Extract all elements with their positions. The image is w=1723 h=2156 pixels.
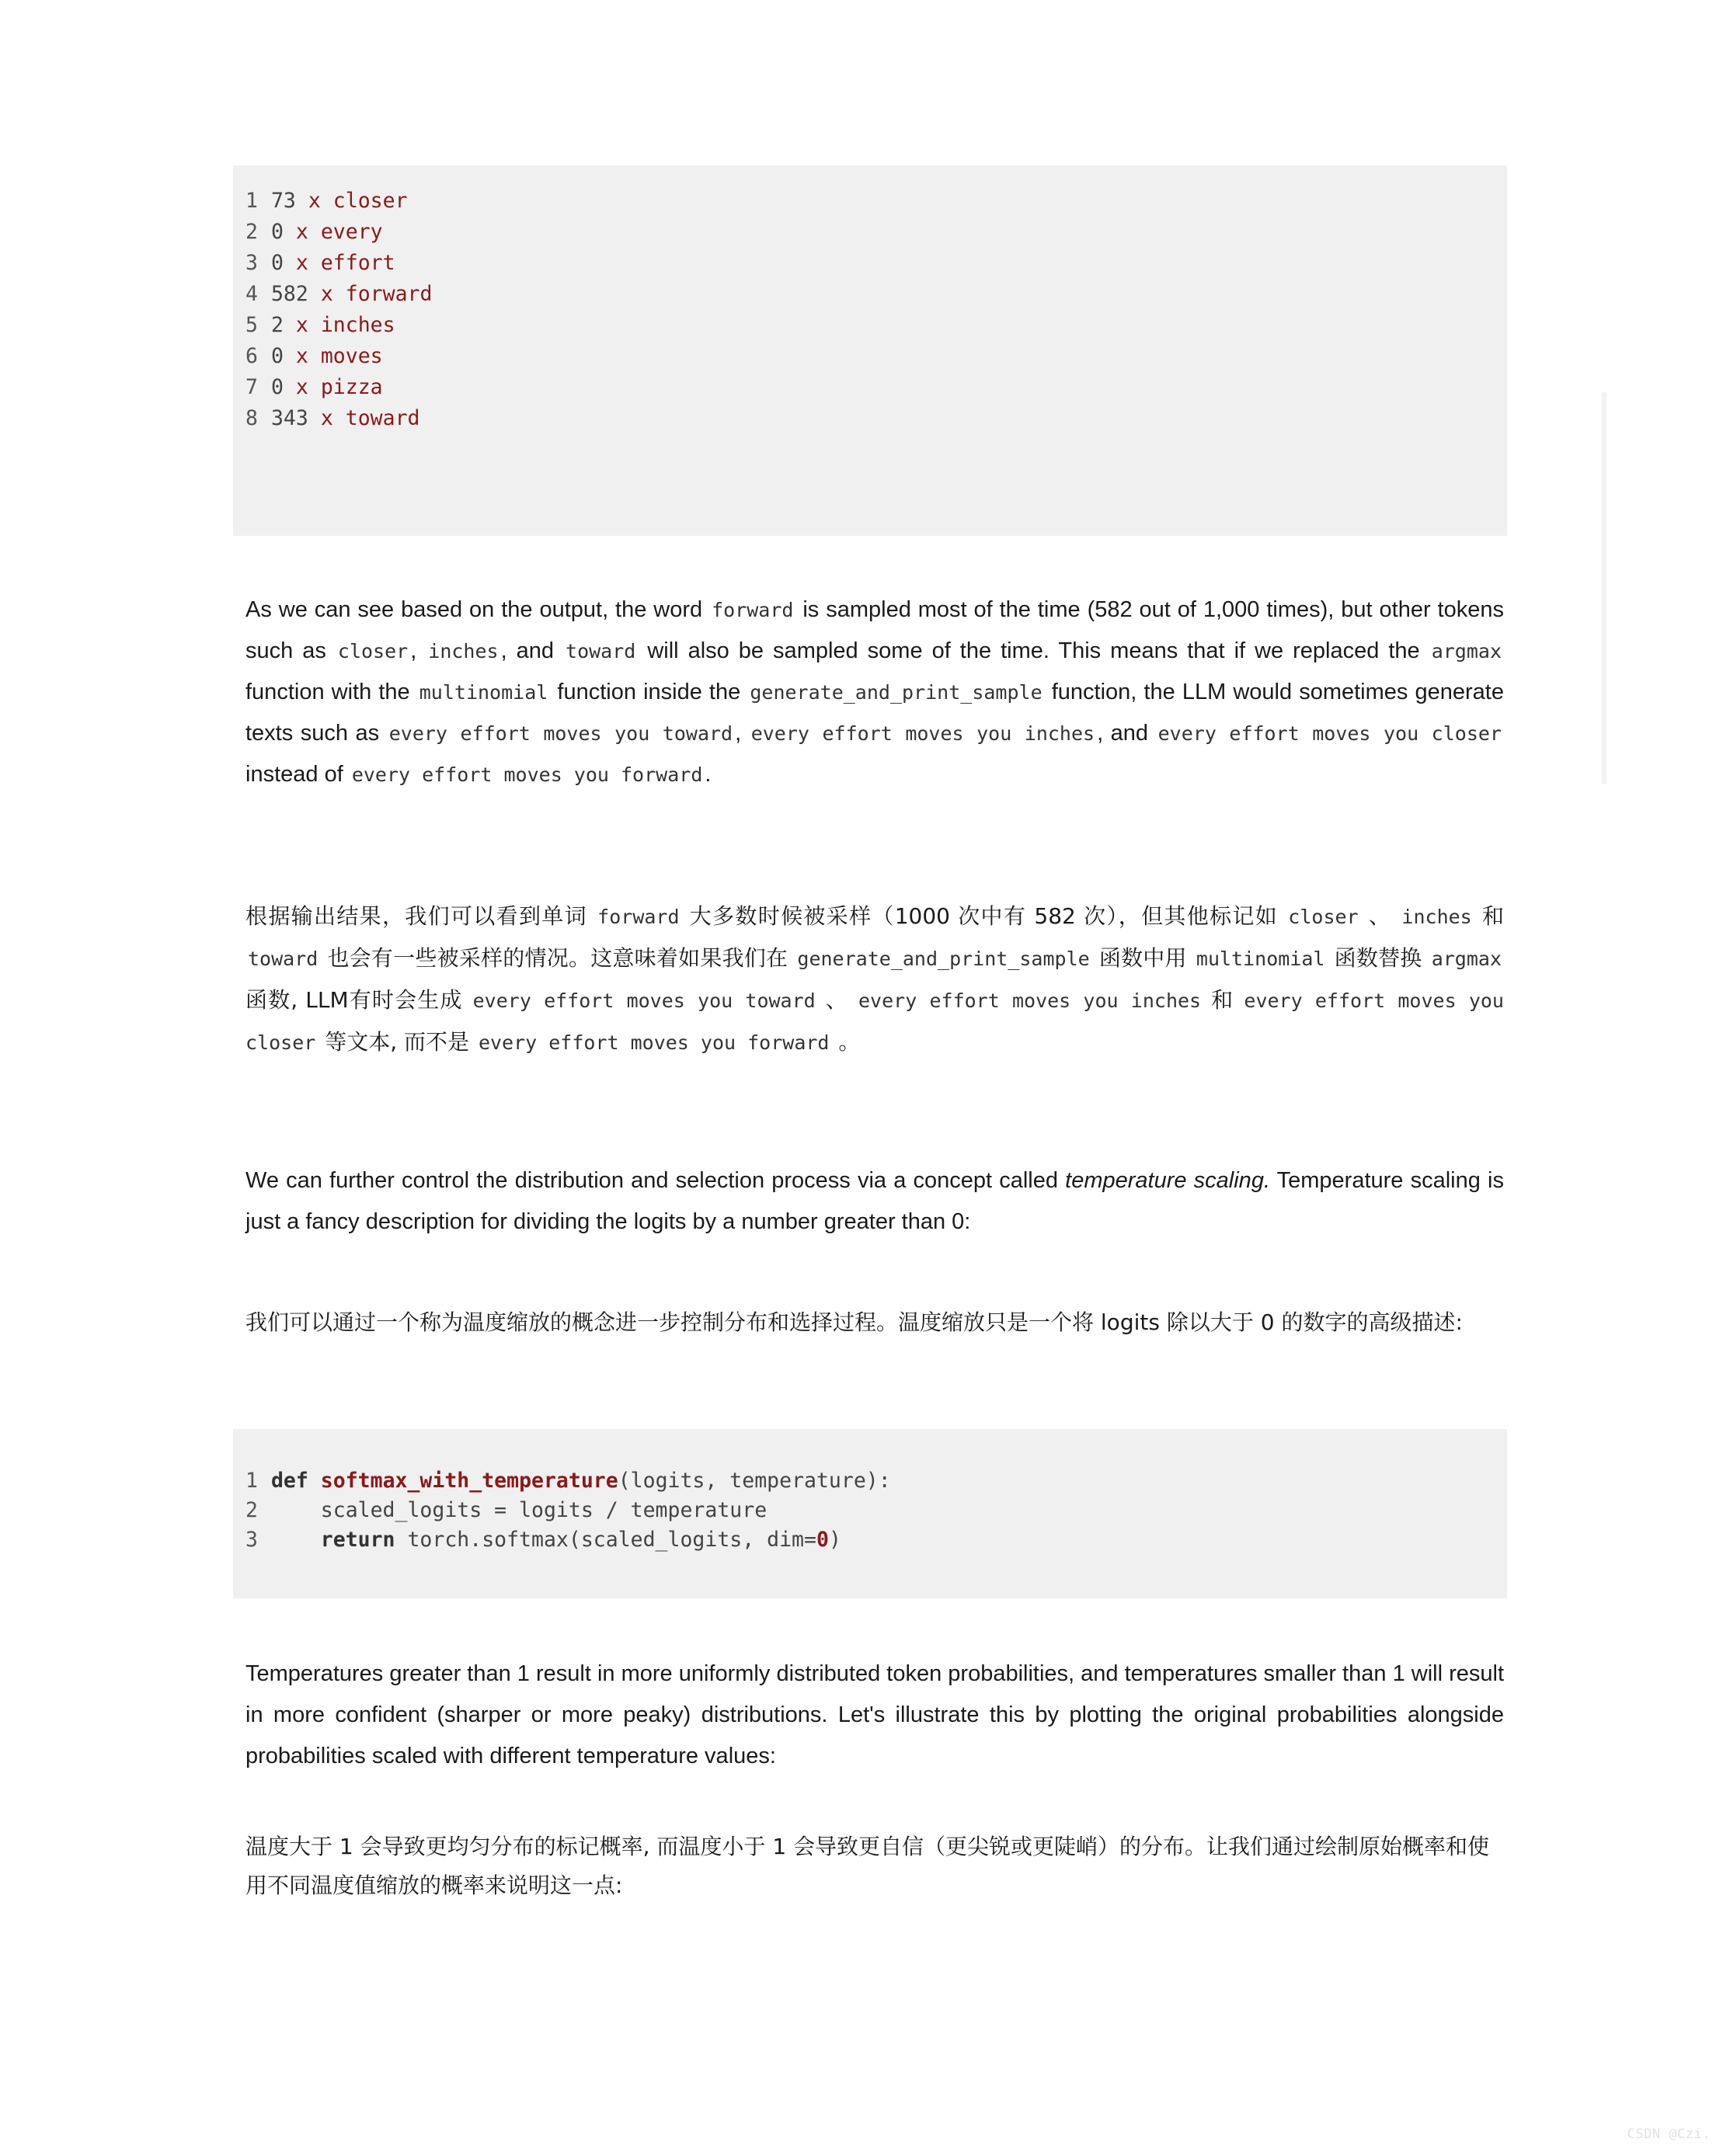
sample-count: 0 [270,251,284,275]
inline-code-sample-closer: every effort moves you closer [1157,722,1502,745]
text-fragment: We can further control the distribution and selection process via a concept called [245,1168,1058,1193]
paragraph-english-sampling-explanation [245,589,1504,795]
multiplier-symbol: x [320,282,333,306]
line-number: 6 [245,344,258,368]
token-word: pizza [320,375,383,399]
text-fragment: , and [1097,721,1149,746]
paragraph-english-temperature-scaling-intro [245,1160,1504,1243]
text-fragment: is sampled most of the time (582 out of 1,000 times), but other tokens such as [245,597,1504,663]
text-fragment: 根据输出结果，我们可以看到单词 [245,903,587,929]
code-line [245,372,1507,403]
text-fragment: 也会有一些被采样的情况。这意味着如果我们在 [327,945,788,971]
multiplier-symbol: x [295,313,308,337]
line-number: 2 [245,220,258,244]
text-fragment: , and [500,638,555,663]
inline-code-closer: closer [1288,906,1359,928]
text-fragment: 、 [1368,903,1392,929]
inline-code-multinomial: multinomial [1196,948,1325,970]
sample-count: 73 [270,189,296,213]
inline-code-closer: closer [337,640,409,662]
code-line [245,341,1507,372]
token-word: effort [320,251,395,275]
paragraph-chinese-temperature-effects: 温度大于 1 会导致更均匀分布的标记概率, 而温度小于 1 会导致更自信（更尖锐或更陡峭）的分布。让我们通过绘制原始概率和使用不同温度值缩放的概率来说明这一点: [245,1834,1490,1898]
scrollbar-track[interactable] [1602,392,1606,784]
code-token-keyword: def [270,1469,321,1493]
inline-code-sample-inches: every effort moves you inches [858,989,1202,1012]
multiplier-symbol: x [308,189,321,213]
inline-code-generate-and-print-sample: generate_and_print_sample [797,948,1090,970]
text-fragment: , [410,638,417,663]
code-token-params: (logits, temperature): [618,1469,891,1493]
paragraph-chinese-temperature-scaling-intro: 我们可以通过一个称为温度缩放的概念进一步控制分布和选择过程。温度缩放只是一个将 logits 除以大于 0 的数字的高级描述: [245,1309,1463,1335]
text-fragment: 和 [1211,987,1234,1013]
code-line [245,1496,1507,1525]
text-fragment: 、 [825,987,848,1013]
token-word: toward [345,406,420,430]
code-block-softmax-with-temperature [233,1429,1507,1598]
inline-code-sample-forward: every effort moves you forward [478,1031,830,1054]
code-token-call: torch.softmax(scaled_logits, dim= [407,1528,816,1552]
code-line [245,403,1507,434]
line-number: 3 [245,1528,258,1552]
inline-code-argmax: argmax [1431,640,1502,662]
code-block-sampling-output [233,165,1507,536]
line-number: 4 [245,282,258,306]
inline-code-sample-closer: every effort moves you closer [245,989,1504,1054]
code-token-assignment: scaled_logits = logits / temperature [270,1498,768,1522]
text-fragment: 等文本, 而不是 [325,1029,470,1055]
inline-code-sample-forward: every effort moves you forward [351,763,703,786]
text-fragment: 函数, LLM有时会生成 [245,987,463,1013]
code-token-close-paren: ) [828,1528,841,1552]
text-fragment: instead of [245,762,343,787]
text-fragment: 函数替换 [1334,945,1422,971]
inline-code-forward: forward [712,599,794,621]
text-fragment: 和 [1481,903,1504,929]
line-number: 8 [245,406,258,430]
inline-code-inches: inches [428,640,499,662]
line-number: 1 [245,1469,258,1493]
code-token-number: 0 [816,1528,829,1552]
inline-code-sample-toward: every effort moves you toward [388,722,733,745]
text-fragment: 函数中用 [1098,945,1187,971]
inline-code-inches: inches [1401,906,1472,928]
code-line [245,310,1507,341]
text-fragment: , [735,721,742,746]
token-word: moves [320,344,383,368]
text-fragment: will also be sampled some of the time. This means that if we replaced the [647,638,1420,663]
inline-code-sample-inches: every effort moves you inches [750,722,1095,745]
token-word: every [320,220,383,244]
token-word: closer [332,189,408,213]
line-number: 2 [245,1498,258,1522]
code-token-keyword: return [270,1528,408,1552]
line-number: 1 [245,189,258,213]
token-word: inches [320,313,395,337]
inline-code-toward: toward [248,948,318,970]
code-line [245,279,1507,310]
text-fragment: 大多数时候被采样（1000 次中有 582 次），但其他标记如 [689,903,1279,929]
inline-code-forward: forward [597,906,680,928]
paragraph-chinese-sampling-explanation [245,895,1504,1063]
sample-count: 0 [270,220,284,244]
sample-count: 0 [270,344,284,368]
text-fragment: function, the LLM would sometimes generate texts such as [245,680,1504,746]
inline-code-argmax: argmax [1431,948,1502,970]
line-number: 3 [245,251,258,275]
token-word: forward [345,282,433,306]
sample-count: 0 [270,375,284,399]
code-token-function-name: softmax_with_temperature [320,1469,618,1493]
inline-code-sample-toward: every effort moves you toward [472,989,816,1012]
multiplier-symbol: x [295,220,308,244]
text-fragment: As we can see based on the output, the word [245,597,703,622]
paragraph-english-temperature-effects: Temperatures greater than 1 result in more uniformly distributed token probabilities, and temperatures smaller than 1 will result in more confident (sharper or more peaky) distributions. Let's illustrate this by plotting the original probabilities alongside probabilities scaled with different temperature values: [245,1661,1504,1768]
multiplier-symbol: x [295,251,308,275]
code-line [245,1525,1507,1555]
code-line [245,186,1507,217]
text-fragment: Temperature scaling is just a fancy description for dividing the logits by a number greater than 0: [245,1168,1504,1234]
inline-code-generate-and-print-sample: generate_and_print_sample [750,681,1043,704]
inline-code-multinomial: multinomial [419,681,548,704]
code-line [245,217,1507,248]
multiplier-symbol: x [295,344,308,368]
csdn-watermark: CSDN @Czi. [1627,2126,1711,2142]
sample-count: 582 [270,282,308,306]
multiplier-symbol: x [320,406,333,430]
sample-count: 343 [270,406,308,430]
text-fragment: . [705,762,712,787]
line-number: 7 [245,375,258,399]
text-fragment: function with the [245,680,410,704]
sample-count: 2 [270,313,284,337]
text-fragment: 。 [838,1029,861,1055]
code-line [245,1466,1507,1496]
code-line [245,248,1507,279]
text-fragment: function inside the [557,680,741,704]
line-number: 5 [245,313,258,337]
multiplier-symbol: x [295,375,308,399]
inline-code-toward: toward [566,640,636,662]
emphasis-temperature-scaling: temperature scaling. [1065,1168,1270,1193]
